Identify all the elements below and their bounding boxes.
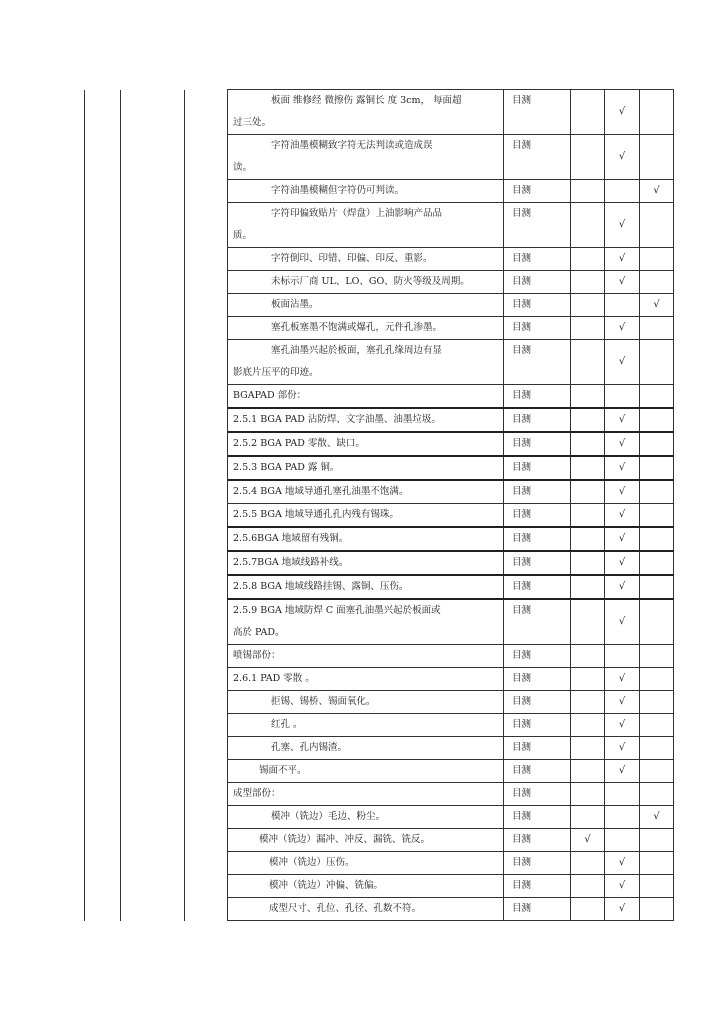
item-text-line: 2.5.3 BGA PAD 露 铜。 [233, 462, 340, 473]
severity-check-2: √ [605, 408, 640, 432]
severity-check-1 [571, 271, 605, 294]
item-text-line: 过三处。 [233, 117, 272, 128]
inspection-method: 目测 [504, 875, 571, 898]
inspection-item [228, 875, 504, 898]
inspection-table-sheet [84, 89, 673, 921]
severity-check-2: √ [605, 691, 640, 714]
item-text-line: 2.5.7BGA 地域线路补线。 [233, 557, 349, 568]
severity-check-1 [571, 806, 605, 829]
severity-check-3 [640, 527, 674, 551]
inspection-item [228, 852, 504, 875]
severity-check-3 [640, 575, 674, 599]
inspection-method: 目测 [504, 90, 571, 135]
severity-check-3 [640, 203, 674, 248]
severity-check-1 [571, 456, 605, 480]
severity-check-1 [571, 737, 605, 760]
severity-check-3 [640, 135, 674, 180]
severity-check-2: √ [605, 480, 640, 504]
item-text-line: 字符印偏致贴片（焊盘）上油影响产品品 [271, 208, 443, 219]
item-text-line: 板面沾墨。 [271, 299, 319, 310]
inspection-method: 目测 [504, 340, 571, 385]
inspection-method: 目测 [504, 645, 571, 668]
severity-check-2: √ [605, 135, 640, 180]
inspection-item [228, 783, 504, 806]
inspection-method: 目测 [504, 852, 571, 875]
item-text-line: 字符倒印、印错、印偏、印反、重影。 [271, 253, 433, 264]
item-text-line: 塞孔板塞墨不饱满或爆孔，元件孔渗墨。 [271, 322, 443, 333]
severity-check-2: √ [605, 203, 640, 248]
severity-check-1 [571, 551, 605, 575]
severity-check-3 [640, 714, 674, 737]
inspection-item [228, 456, 504, 480]
item-text-line: 红孔 。 [271, 719, 303, 730]
inspection-method: 目测 [504, 575, 571, 599]
inspection-item [228, 271, 504, 294]
severity-check-3: √ [640, 294, 674, 317]
inspection-method: 目测 [504, 691, 571, 714]
inspection-method: 目测 [504, 180, 571, 203]
severity-check-3 [640, 317, 674, 340]
inspection-item [228, 599, 504, 645]
item-text-line: 喷锡部份： [233, 650, 281, 661]
severity-check-1 [571, 480, 605, 504]
severity-check-1 [571, 645, 605, 668]
severity-check-3 [640, 480, 674, 504]
inspection-item [228, 408, 504, 432]
inspection-item [228, 317, 504, 340]
severity-check-3 [640, 248, 674, 271]
item-text-line: 成型部份： [233, 788, 281, 799]
severity-check-1 [571, 203, 605, 248]
severity-check-3 [640, 852, 674, 875]
inspection-method: 目测 [504, 135, 571, 180]
severity-check-3 [640, 668, 674, 691]
severity-check-1 [571, 317, 605, 340]
blank-col-2 [121, 90, 185, 921]
inspection-method: 目测 [504, 456, 571, 480]
severity-check-2: √ [605, 317, 640, 340]
severity-check-1 [571, 527, 605, 551]
item-text-line: 2.6.1 PAD 零散 。 [233, 673, 315, 684]
severity-check-1 [571, 599, 605, 645]
severity-check-2: √ [605, 90, 640, 135]
severity-check-1 [571, 180, 605, 203]
severity-check-3 [640, 408, 674, 432]
severity-check-2 [605, 180, 640, 203]
severity-check-1 [571, 294, 605, 317]
inspection-item [228, 898, 504, 921]
severity-check-3 [640, 783, 674, 806]
item-text-line: 读。 [233, 162, 253, 173]
severity-check-2 [605, 294, 640, 317]
item-text-line: 模冲（铣边）毛边、粉尘。 [271, 811, 386, 822]
inspection-method: 目测 [504, 432, 571, 456]
severity-check-1 [571, 852, 605, 875]
severity-check-3: √ [640, 180, 674, 203]
inspection-method: 目测 [504, 783, 571, 806]
item-text-line: 高於 PAD。 [233, 627, 285, 638]
inspection-method: 目测 [504, 737, 571, 760]
inspection-item [228, 691, 504, 714]
inspection-item [228, 294, 504, 317]
inspection-item [228, 340, 504, 385]
inspection-method: 目测 [504, 203, 571, 248]
severity-check-1 [571, 248, 605, 271]
severity-check-2: √ [605, 898, 640, 921]
severity-check-1 [571, 432, 605, 456]
severity-check-2: √ [605, 456, 640, 480]
inspection-method: 目测 [504, 599, 571, 645]
inspection-item [228, 385, 504, 409]
severity-check-2: √ [605, 271, 640, 294]
item-text-line: 字符油墨模糊致字符无法判读或造成误 [271, 140, 433, 151]
item-text-line: 2.5.2 BGA PAD 零散、缺口。 [233, 438, 365, 449]
inspection-item [228, 180, 504, 203]
inspection-method: 目测 [504, 504, 571, 528]
item-text-line: 模冲（铣边）压伤。 [269, 857, 355, 868]
severity-check-1 [571, 504, 605, 528]
severity-check-1 [571, 408, 605, 432]
severity-check-2: √ [605, 248, 640, 271]
inspection-method: 目测 [504, 480, 571, 504]
severity-check-1 [571, 385, 605, 409]
severity-check-2: √ [605, 575, 640, 599]
inspection-item [228, 504, 504, 528]
item-text-line: 2.5.4 BGA 地域导通孔塞孔油墨不饱满。 [233, 486, 409, 497]
inspection-item [228, 714, 504, 737]
item-text-line: 模冲（铣边）漏冲、冲反、漏铣、铣反。 [259, 834, 431, 845]
inspection-item [228, 760, 504, 783]
item-text-line: 成型尺寸、孔位、孔径、孔数不符。 [269, 903, 422, 914]
inspection-method: 目测 [504, 760, 571, 783]
severity-check-3 [640, 599, 674, 645]
severity-check-1 [571, 760, 605, 783]
inspection-item [228, 551, 504, 575]
severity-check-3 [640, 340, 674, 385]
inspection-item [228, 668, 504, 691]
severity-check-2: √ [605, 504, 640, 528]
inspection-method: 目测 [504, 898, 571, 921]
item-text-line: 塞孔油墨兴起於板面，塞孔孔缘周边有显 [271, 345, 443, 356]
severity-check-2: √ [605, 875, 640, 898]
severity-check-2: √ [605, 432, 640, 456]
severity-check-1 [571, 668, 605, 691]
inspection-item [228, 575, 504, 599]
item-text-line: 未标示厂商 UL、LO、GO、防火等级及周期。 [271, 276, 470, 287]
inspection-item [228, 90, 504, 135]
inspection-item [228, 527, 504, 551]
inspection-method: 目测 [504, 829, 571, 852]
item-text-line: 2.5.6BGA 地域留有残铜。 [233, 533, 349, 544]
table-body [85, 90, 674, 921]
severity-check-1 [571, 875, 605, 898]
severity-check-2: √ [605, 527, 640, 551]
severity-check-2: √ [605, 668, 640, 691]
inspection-method: 目测 [504, 385, 571, 409]
item-text-line: 锡面不平。 [259, 765, 307, 776]
severity-check-3 [640, 875, 674, 898]
severity-check-3 [640, 504, 674, 528]
inspection-item [228, 248, 504, 271]
inspection-method: 目测 [504, 248, 571, 271]
inspection-item [228, 737, 504, 760]
severity-check-2 [605, 783, 640, 806]
inspection-method: 目测 [504, 408, 571, 432]
inspection-item [228, 829, 504, 852]
severity-check-3 [640, 829, 674, 852]
inspection-item [228, 203, 504, 248]
severity-check-1 [571, 783, 605, 806]
item-text-line: 质。 [233, 230, 253, 241]
severity-check-3 [640, 432, 674, 456]
severity-check-2: √ [605, 760, 640, 783]
inspection-item [228, 480, 504, 504]
severity-check-3 [640, 385, 674, 409]
item-text-line: 2.5.5 BGA 地域导通孔孔内残有锡珠。 [233, 509, 399, 520]
severity-check-3 [640, 691, 674, 714]
severity-check-1: √ [571, 829, 605, 852]
severity-check-3 [640, 90, 674, 135]
inspection-method: 目测 [504, 806, 571, 829]
severity-check-1 [571, 898, 605, 921]
severity-check-3 [640, 898, 674, 921]
severity-check-2 [605, 385, 640, 409]
inspection-method: 目测 [504, 317, 571, 340]
inspection-table [84, 89, 674, 921]
severity-check-3 [640, 271, 674, 294]
severity-check-3 [640, 760, 674, 783]
item-text-line: 拒锡、锡桥、锡面氧化。 [271, 696, 376, 707]
severity-check-2: √ [605, 852, 640, 875]
severity-check-1 [571, 340, 605, 385]
inspection-method: 目测 [504, 551, 571, 575]
table-row [85, 90, 674, 135]
blank-col-1 [85, 90, 121, 921]
inspection-item [228, 135, 504, 180]
severity-check-3 [640, 737, 674, 760]
inspection-method: 目测 [504, 527, 571, 551]
blank-col-3 [185, 90, 228, 921]
item-text-line: 模冲（铣边）冲偏、铣偏。 [269, 880, 384, 891]
inspection-method: 目测 [504, 714, 571, 737]
item-text-line: 板面 维修经 微擦伤 露铜长 度 3cm， 每面超 [271, 95, 462, 106]
inspection-item [228, 645, 504, 668]
severity-check-2: √ [605, 737, 640, 760]
severity-check-3 [640, 456, 674, 480]
severity-check-2 [605, 829, 640, 852]
severity-check-1 [571, 135, 605, 180]
inspection-method: 目测 [504, 668, 571, 691]
item-text-line: 2.5.8 BGA 地域线路挂锡、露铜、压伤。 [233, 581, 409, 592]
severity-check-2 [605, 645, 640, 668]
inspection-item [228, 432, 504, 456]
severity-check-3: √ [640, 806, 674, 829]
inspection-item [228, 806, 504, 829]
item-text-line: 2.5.9 BGA 地域防焊 C 面塞孔油墨兴起於板面或 [233, 605, 441, 616]
severity-check-1 [571, 575, 605, 599]
item-text-line: BGAPAD 部份： [233, 390, 307, 401]
item-text-line: 字符油墨模糊但字符仍可判读。 [271, 185, 405, 196]
severity-check-3 [640, 551, 674, 575]
severity-check-2 [605, 806, 640, 829]
item-text-line: 2.5.1 BGA PAD 沾防焊、文字油墨、油墨垃圾。 [233, 414, 441, 425]
severity-check-3 [640, 645, 674, 668]
inspection-method: 目测 [504, 294, 571, 317]
severity-check-1 [571, 90, 605, 135]
inspection-method: 目测 [504, 271, 571, 294]
severity-check-1 [571, 691, 605, 714]
severity-check-2: √ [605, 340, 640, 385]
severity-check-2: √ [605, 714, 640, 737]
severity-check-1 [571, 714, 605, 737]
severity-check-2: √ [605, 599, 640, 645]
item-text-line: 孔塞、孔内锡渣。 [271, 742, 348, 753]
item-text-line: 影底片压平的印迹。 [233, 367, 319, 378]
severity-check-2: √ [605, 551, 640, 575]
